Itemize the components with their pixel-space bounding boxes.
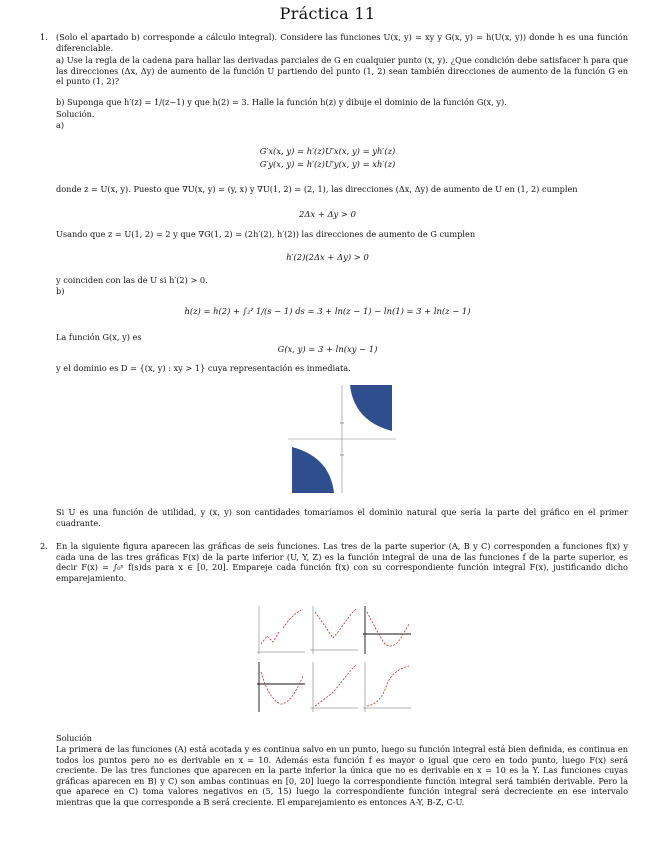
q2-solution-label: Solución	[56, 733, 92, 743]
page-title: Práctica 11	[279, 4, 376, 23]
domain-figure	[288, 385, 396, 493]
q1-text-using: Usando que z = U(1, 2) = 2 y que ∇G(1, 2) = (2h′(2), h′(2)) las direcciones de aumento de G cumplen	[56, 229, 476, 239]
eq-g: G(x, y) = 3 + ln(xy − 1)	[277, 344, 378, 354]
q1-a-label: a)	[56, 120, 65, 130]
q1-text-gradient: donde z = U(x, y). Puesto que ∇U(x, y) = (y, x) y ∇U(1, 2) = (2, 1), las direcciones (Δx, Δy) de aumento de U en (1, 2) cumplen	[56, 184, 578, 194]
q1-text-domain: y el dominio es D = {(x, y) : xy > 1} cuya representación es inmediata.	[56, 363, 351, 373]
q2-statement: En la siguiente figura aparecen las gráficas de seis funciones. Las tres de la parte superior (A, B y C) corresponden a funciones f(x) y cada una de las tres gráficas F(x) de la parte inferior (U, Y, Z) es la función integral de una de las funciones f de la parte superior, es decir F(x) = ∫₀ˣ f(s)ds para x ∈ [0, 20]. Empareje cada función f(x) con su correspondiente función integral F(x), justificando dicho emparejamiento.	[56, 541, 628, 583]
q1-intro: (Solo el apartado b) corresponde a cálculo integral). Considere las funciones U(x, y) = xy y G(x, y) = h(U(x, y)) donde h es una función diferenciable.	[56, 32, 628, 53]
graph-b	[310, 606, 358, 654]
q1-text-function: La función G(x, y) es	[56, 332, 142, 342]
eq-h: h(z) = h(2) + ∫₂ᶻ 1/(s − 1) ds = 3 + ln(z − 1) − ln(1) = 3 + ln(z − 1)	[184, 306, 471, 316]
graph-a	[257, 606, 305, 654]
q2-solution: La primera de las funciones (A) está acotada y es continua salvo en un punto, luego su función integral está bien definida, es continua en todos los puntos pero no es derivable en x = 10. Además esta función f es mayor o igual que cero en todo punto, luego F(x) será creciente. De las tres funciones que aparecen en la parte inferior la única que no es derivable en x = 10 es la Y. Las funciones cuyas gráficas aparecen en B) y C) son ambas continuas en [0, 20] luego la correspondiente función integral será también derivable. Pero la que aparece en C) toma valores negativos en (5, 15) luego la correspondiente función integral será decreciente en ese intervalo mientras que la que corresponde a B será creciente. El emparejamiento es entonces A-Y, B-Z, C-U.	[56, 744, 628, 807]
eq-cond1: 2Δx + Δy > 0	[299, 209, 356, 219]
graph-z	[363, 662, 411, 712]
q1-number: 1.	[40, 32, 48, 42]
eq-cond2: h′(2)(2Δx + Δy) > 0	[286, 252, 369, 262]
q1-part-a: a) Use la regla de la cadena para hallar las derivadas parciales de G en cualquier punto (x, y). ¿Que condición debe satisfacer h para que las direcciones (Δx, Δy) de aumento de la función U partiendo del punto (1, 2) sean también direcciones de aumento de la función G en el punto (1, 2)?	[56, 55, 628, 87]
q1-text-utility: Si U es una función de utilidad, y (x, y) son cantidades tomaríamos el dominio natural que sería la parte del gráfico en el primer cuadrante.	[56, 507, 628, 528]
domain-region-q3	[292, 447, 334, 493]
eq-gx: G′x(x, y) = h′(z)U′x(x, y) = yh′(z)	[259, 146, 396, 156]
graph-y	[310, 662, 358, 712]
q2-number: 2.	[40, 541, 48, 551]
q1-solution-label: Solución.	[56, 109, 95, 119]
graph-c	[363, 606, 411, 654]
domain-region-q1	[350, 385, 392, 431]
q1-text-coincide: y coinciden con las de U si h′(2) > 0.	[56, 275, 208, 285]
q1-part-b: b) Suponga que h′(z) = 1/(z−1) y que h(2) = 3. Halle la función h(z) y dibuje el dominio de la función G(x, y).	[56, 97, 507, 107]
q1-b-label: b)	[56, 286, 65, 296]
graph-u	[257, 662, 305, 712]
eq-gy: G′y(x, y) = h′(z)U′y(x, y) = xh′(z)	[259, 159, 396, 169]
six-graphs-figure	[255, 604, 413, 714]
